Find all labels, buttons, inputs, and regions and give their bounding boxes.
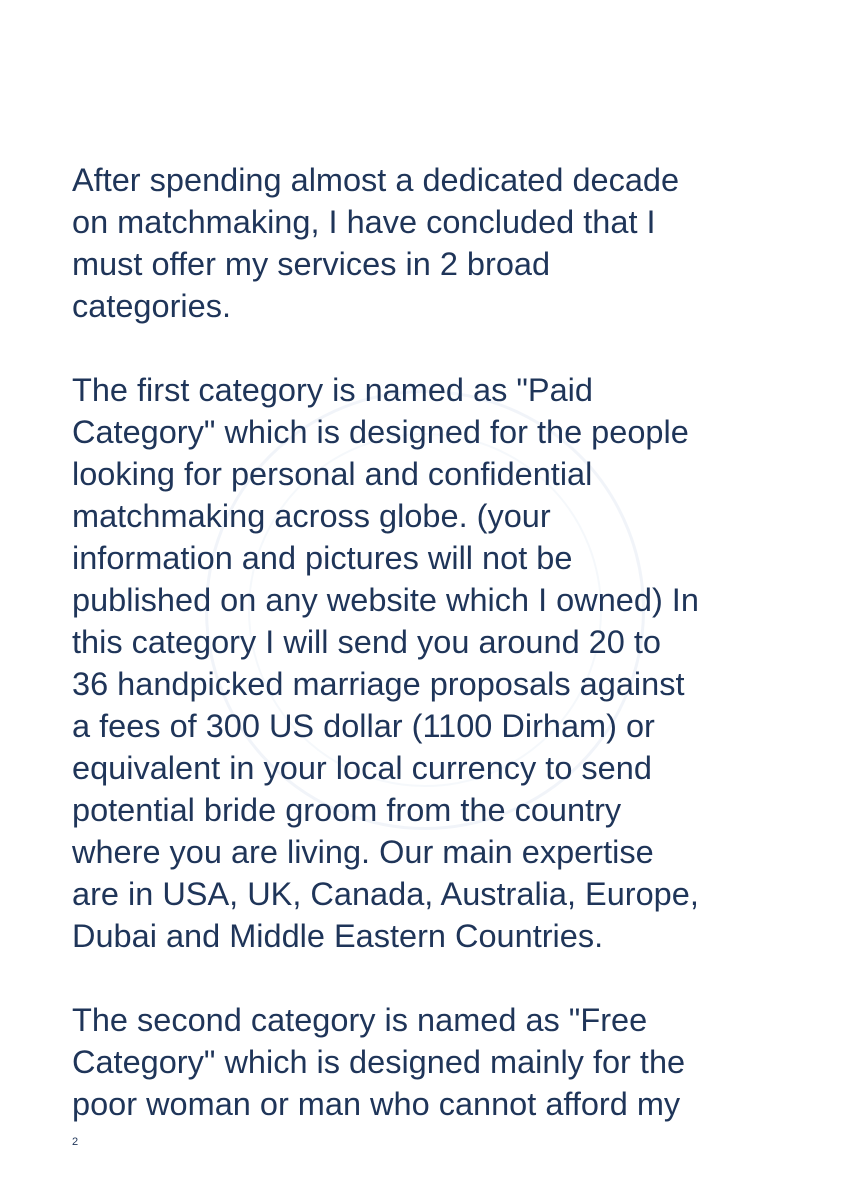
text-line: Dubai and Middle Eastern Countries. <box>72 918 604 954</box>
text-line: categories. <box>72 288 231 324</box>
text-line: must offer my services in 2 broad <box>72 246 551 282</box>
text-line: After spending almost a dedicated decade <box>72 162 680 198</box>
paragraph-intro <box>72 159 792 327</box>
text-line: 36 handpicked marriage proposals against <box>72 666 685 702</box>
text-line: where you are living. Our main expertise <box>72 834 654 870</box>
paragraph-free-category <box>72 999 792 1125</box>
text-line: The second category is named as "Free <box>72 1002 648 1038</box>
text-line: published on any website which I owned) In <box>72 582 699 618</box>
text-line: poor woman or man who cannot afford my <box>72 1086 681 1122</box>
text-line: are in USA, UK, Canada, Australia, Europe, <box>72 876 699 912</box>
document-body <box>72 159 792 1125</box>
paragraph-paid-category <box>72 369 792 957</box>
text-line: this category I will send you around 20 to <box>72 624 661 660</box>
text-line: information and pictures will not be <box>72 540 573 576</box>
text-line: potential bride groom from the country <box>72 792 622 828</box>
text-line: The first category is named as "Paid <box>72 372 593 408</box>
text-line: Category" which is designed mainly for the <box>72 1044 686 1080</box>
text-line: on matchmaking, I have concluded that I <box>72 204 656 240</box>
text-line: matchmaking across globe. (your <box>72 498 551 534</box>
text-line: equivalent in your local currency to send <box>72 750 652 786</box>
text-line: a fees of 300 US dollar (1100 Dirham) or <box>72 708 655 744</box>
text-line: looking for personal and confidential <box>72 456 593 492</box>
text-line: Category" which is designed for the people <box>72 414 689 450</box>
page-number: 2 <box>72 1136 79 1148</box>
